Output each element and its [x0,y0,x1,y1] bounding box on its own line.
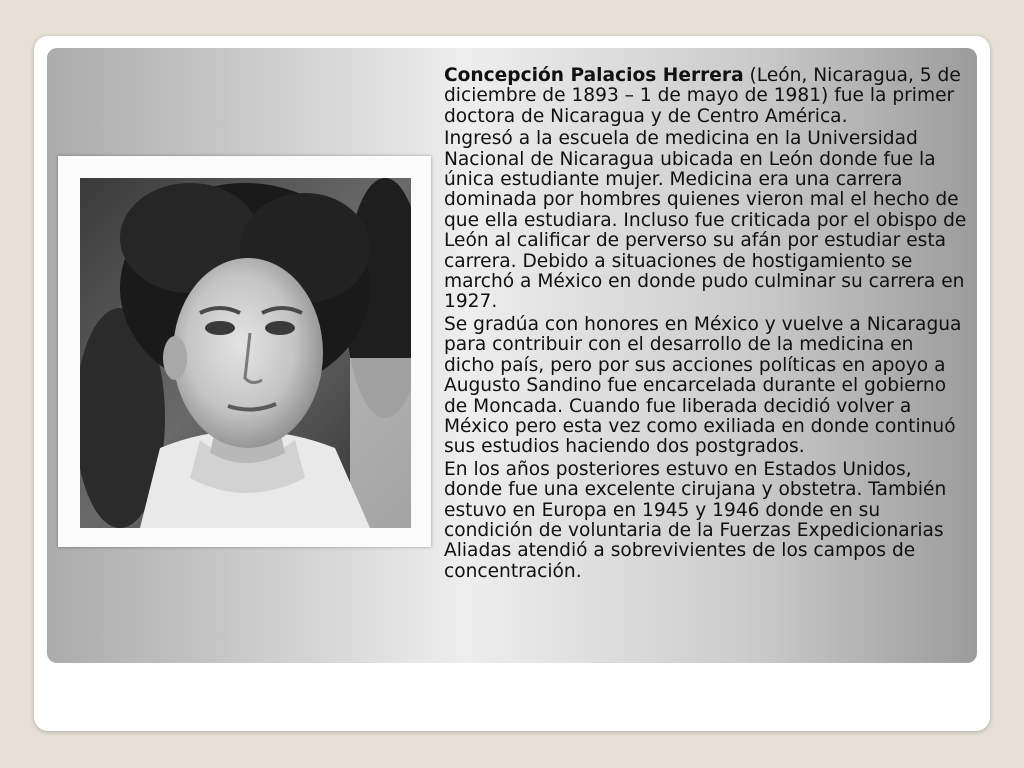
paragraph-intro [444,66,968,127]
portrait-photo [80,178,411,528]
paragraph-education: Ingresó a la escuela de medicina en la Universidad Nacional de Nicaragua ubicada en León donde fue la única estudiante mujer. Medicina era una carrera dominada por hombres quienes vieron mal el hecho de que ella estudiara. Incluso fue criticada por el obispo de León al calificar de perverso su afán por estudiar esta carrera. Debido a situaciones de hostigamiento se marchó a México en donde pudo culminar su carrera en 1927. [444,128,967,313]
biography-text [444,66,968,584]
subject-name: Concepción Palacios Herrera [444,65,744,86]
intro-text: (León, Nicaragua, 5 de diciembre de 1893 – 1 de mayo de 1981) fue la primer doctora de Nicaragua y de Centro América. [444,65,961,127]
paragraph-graduation: Se gradúa con honores en México y vuelve a Nicaragua para contribuir con el desarrollo de la medicina en dicho país, pero por sus acciones políticas en apoyo a Augusto Sandino fue encarcelada durante el gobierno de Moncada. Cuando fue liberada decidió volver a México pero esta vez como exiliada en donde continuó sus estudios haciendo dos postgrados. [444,313,962,458]
paragraph-later-years: En los años posteriores estuvo en Estados Unidos, donde fue una excelente cirujana y obstetra. También estuvo en Europa en 1945 y 1946 donde en su condición de voluntaria de la Fuerzas Expedicionarias Aliadas atendió a sobrevivientes de los campos de concentración. [444,458,947,582]
